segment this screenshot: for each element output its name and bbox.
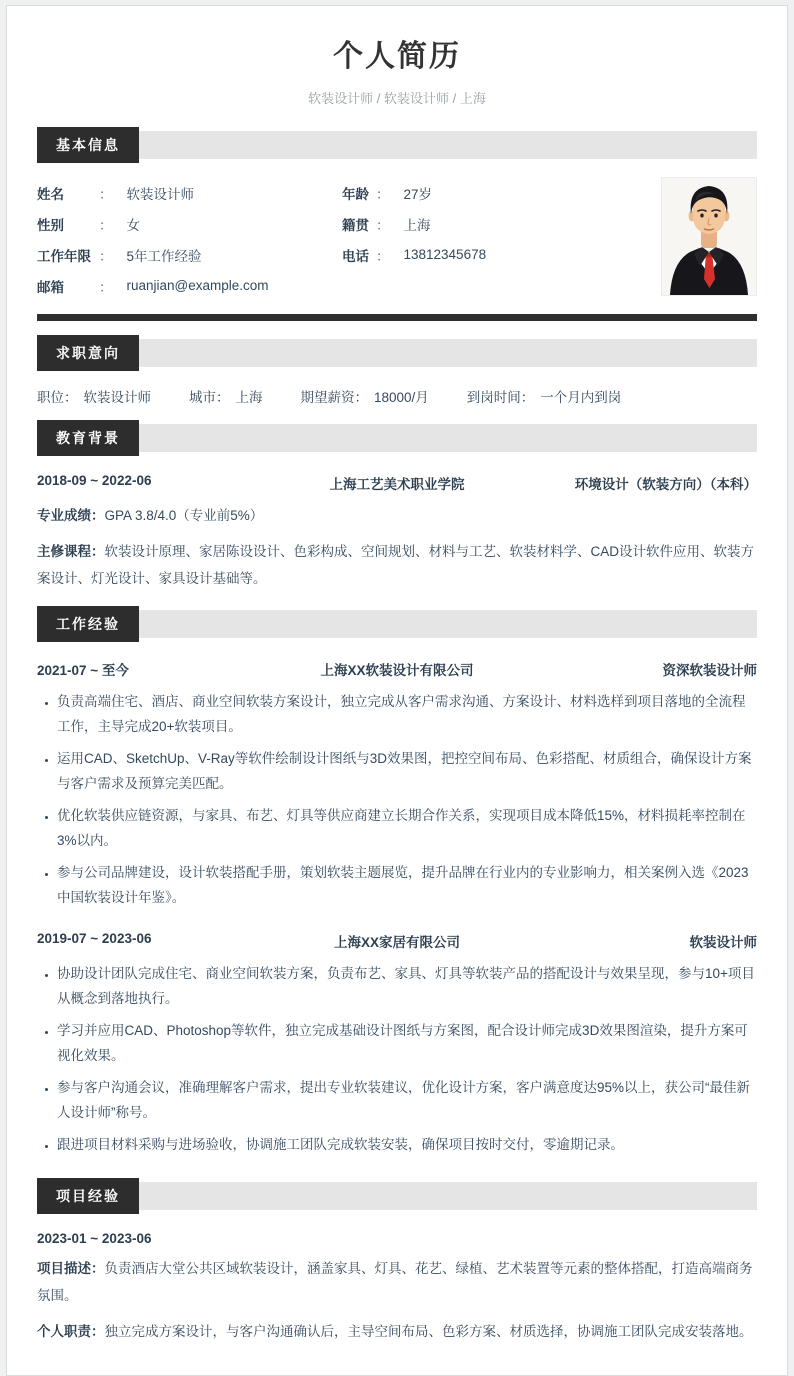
job-bullet: • 学习并应用CAD、Photoshop等软件，独立完成基础设计图纸与方案图，配合设计师完成3D效果图渲染，提升方案可视化效果。 [57,1019,757,1069]
detail-value: 软装设计原理、家居陈设设计、色彩构成、空间规划、材料与工艺、软装材料学、CAD设计软件应用、软装方案设计、灯光设计、家具设计基础等。 [37,544,755,586]
page-subtitle: 软装设计师 / 软装设计师 / 上海 [308,91,486,106]
field-value: 上海 [403,217,431,233]
colon: ： [91,508,105,523]
detail-label: 专业成绩 [37,508,91,523]
project-period: 2023-01 ~ 2023-06 [37,1230,152,1246]
intent-value: 上海 [235,390,263,405]
portrait-illustration [662,178,756,295]
field-value: 27岁 [403,186,433,202]
resume-viewport [0,5,794,1339]
job-bullet: • 协助设计团队完成住宅、商业空间软装方案，负责布艺、家具、灯具等软装产品的搭配设计与效果呈现，参与10+项目从概念到落地执行。 [57,962,757,1012]
section-header-job-intention [37,335,757,371]
section-header-education [37,420,757,456]
job-entry-header [37,931,757,951]
intent-value: 一个月内到岗 [540,390,622,405]
education-entry-header [37,473,757,493]
field-value: 5年工作经验 [126,248,202,264]
page-title: 个人简历 [333,40,461,73]
section-badge-job-intention: 求职意向 [37,335,139,371]
colon: ： [91,1323,105,1339]
field-gender [37,208,342,239]
education-degree: 环境设计（软装方向）（本科） [574,477,757,492]
section-badge-education: 教育背景 [37,420,139,456]
colon: ： [99,186,113,202]
colon: ： [64,390,78,405]
section-header-work-experience [37,606,757,642]
colon: ： [376,217,390,233]
colon: ： [99,279,113,295]
field-email [37,270,342,301]
intent-position [37,386,151,406]
job-title: 软装设计师 [689,934,757,950]
detail-label: 个人职责 [37,1323,91,1339]
colon: ： [354,390,368,405]
job-bullet-list [37,690,757,911]
section-bar [139,1182,757,1210]
project-description-line [37,1255,757,1309]
job-period: 2021-07 ~ 至今 [37,663,129,678]
resume-page [6,5,788,1376]
section-header-basic-info [37,127,757,163]
basic-info-right-column [342,177,661,301]
field-value: 女 [126,217,140,233]
section-divider [37,314,757,321]
intent-label: 到岗时间 [466,390,521,405]
profile-photo [661,177,757,296]
education-gpa-line [37,502,757,529]
intent-label: 期望薪资 [300,390,355,405]
colon: ： [91,1260,105,1276]
detail-value: 负责酒店大堂公共区域软装设计，涵盖家具、灯具、花艺、绿植、艺术装置等元素的整体搭配，打造高端商务氛围。 [37,1260,753,1303]
field-value: ruanjian@example.com [126,278,269,293]
section-bar [139,610,757,638]
field-value: 13812345678 [403,247,487,262]
job-bullet: • 负责高端住宅、酒店、商业空间软装方案设计，独立完成从客户需求沟通、方案设计、材料选样到项目落地的全流程工作，主导完成20+软装项目。 [57,690,757,740]
colon: ： [376,248,390,264]
colon: ： [216,390,230,405]
detail-value: GPA 3.8/4.0（专业前5%） [104,508,264,523]
field-experience-years [37,239,342,270]
detail-label: 项目描述 [37,1260,91,1276]
field-label: 电话 [342,248,369,264]
field-label: 工作年限 [37,248,91,264]
job-company: 上海XX家居有限公司 [333,934,460,950]
colon: ： [99,248,113,264]
job-intention-row [37,386,757,406]
intent-value: 软装设计师 [83,390,151,405]
field-age [342,177,661,208]
colon: ： [376,186,390,202]
section-badge-work-experience: 工作经验 [37,606,139,642]
field-name [37,177,342,208]
job-bullet: • 运用CAD、SketchUp、V-Ray等软件绘制设计图纸与3D效果图，把控空间布局、色彩搭配、材质组合，确保设计方案与客户需求及预算完美匹配。 [57,747,757,797]
section-header-project-experience [37,1178,757,1214]
basic-info-columns [37,177,661,301]
job-bullet: • 参与公司品牌建设，设计软装搭配手册，策划软装主题展览，提升品牌在行业内的专业影响力，相关案例入选《2023中国软装设计年鉴》。 [57,861,757,911]
education-courses-line [37,538,757,592]
field-label: 性别 [37,217,64,233]
field-label: 年龄 [342,186,369,202]
job-period: 2019-07 ~ 2023-06 [37,930,152,946]
section-badge-project-experience: 项目经验 [37,1178,139,1214]
job-bullet-list [37,962,757,1158]
field-value: 软装设计师 [126,186,194,202]
intent-availability [467,386,622,406]
colon: ： [520,390,535,405]
job-bullet: • 跟进项目材料采购与进场验收，协调施工团队完成软装安装，确保项目按时交付，零逾期记录。 [57,1133,757,1158]
job-bullet: • 参与客户沟通会议，准确理解客户需求，提出专业软装建议，优化设计方案，客户满意度达95%以上，获公司“最佳新人设计师”称号。 [57,1076,757,1126]
section-bar [139,339,757,367]
section-bar [139,424,757,452]
education-period: 2018-09 ~ 2022-06 [37,473,152,488]
intent-value: 18000/月 [374,390,429,405]
intent-label: 城市 [189,390,216,405]
detail-value: 独立完成方案设计，与客户沟通确认后，主导空间布局、色彩方案、材质选择，协调施工团队完成安装落地。 [104,1323,753,1339]
intent-label: 职位 [37,390,64,405]
job-company: 上海XX软装设计有限公司 [320,663,474,678]
intent-salary [301,386,429,406]
project-responsibility-line [37,1318,757,1345]
job-bullet: • 优化软装供应链资源，与家具、布艺、灯具等供应商建立长期合作关系，实现项目成本降低15%，材料损耗率控制在3%以内。 [57,804,757,854]
section-bar [139,131,757,159]
intent-city [189,386,263,406]
field-label: 姓名 [37,186,64,202]
field-label: 邮箱 [37,279,64,295]
basic-info-left-column [37,177,342,301]
detail-label: 主修课程 [37,544,91,559]
field-hometown [342,208,661,239]
colon: ： [91,544,105,559]
section-badge-basic-info: 基本信息 [37,127,139,163]
education-school: 上海工艺美术职业学院 [329,477,465,492]
field-label: 籍贯 [342,217,369,233]
job-entry-header [37,659,757,679]
field-phone [342,239,661,270]
job-title: 资深软装设计师 [662,663,757,678]
basic-info-body [37,177,757,301]
colon: ： [99,217,113,233]
